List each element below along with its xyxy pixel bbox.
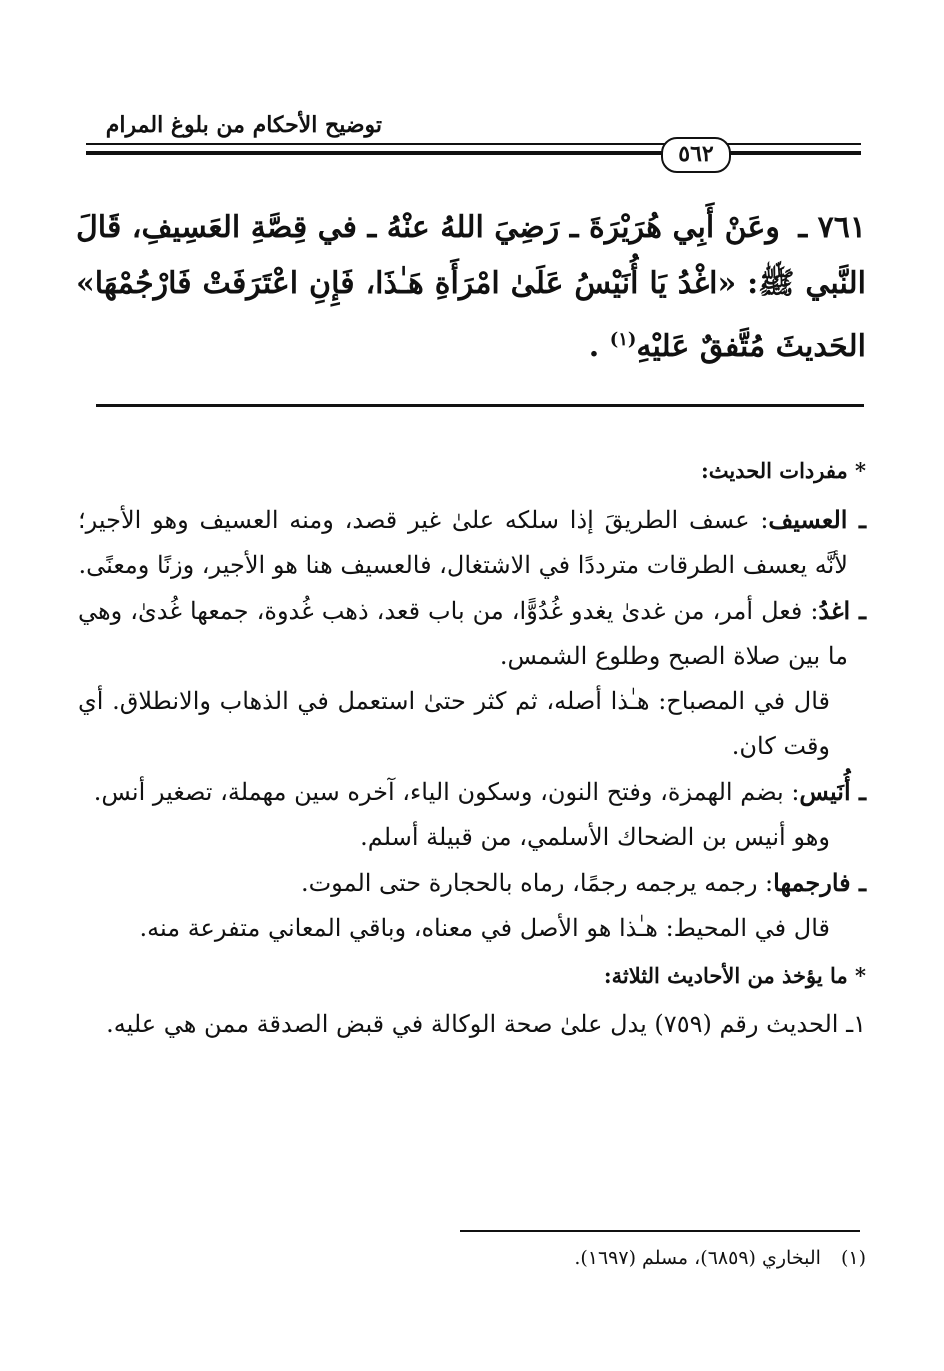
lesson-item: ١ـ الحديث رقم (٧٥٩) يدل علىٰ صحة الوكالة في قبض الصدقة ممن هي عليه. (106, 1010, 866, 1038)
header-rule-top (86, 143, 861, 145)
vocab-sep: : (802, 597, 819, 625)
footnote-mark: (١) (840, 1247, 866, 1269)
lessons-heading: * ما يؤخذ من الأحاديث الثلاثة: (603, 963, 866, 988)
vocab-definition: رجمه يرجمه رجمًا، رماه بالحجارة حتى الموت. (300, 869, 758, 897)
footnote-rule (460, 1230, 860, 1232)
commentary-block (78, 448, 866, 1047)
vocab-sep: : (749, 506, 769, 534)
vocab-item (78, 497, 866, 588)
vocab-item (78, 588, 866, 679)
header-rule-bottom (86, 151, 861, 155)
hadith-body: وعَنْ أَبِي هُرَيْرَةَ ـ رَضِيَ اللهُ عنْهُ ـ في قِصَّةِ العَسِيفِ، قَالَ النَّبي ﷺ: «اغْدُ يَا أُنَيْسُ عَلَىٰ امْرَأَةِ هَـٰذَا، فَإِنِ اعْتَرَفَتْ فَارْجُمْهَا» الحَديثَ مُتَّفقٌ عَليْهِ (76, 210, 866, 364)
vocab-heading: * مفردات الحديث: (700, 458, 866, 483)
vocab-term: ـ العسيف (768, 505, 866, 534)
vocab-sep: : (757, 869, 774, 897)
vocab-term: ـ فارجمها (773, 868, 866, 897)
vocab-note: وهو أنيس بن الضحاك الأسلمي، من قبيلة أسلم. (360, 823, 830, 851)
vocab-note: قال في المصباح: هـٰذا أصله، ثم كثر حتىٰ استعمل في الذهاب والانطلاق. أي وقت كان. (78, 687, 830, 760)
vocab-definition: بضم الهمزة، وفتح النون، وسكون الياء، آخره سين مهملة، تصغير أنس. (93, 778, 784, 806)
vocab-item (78, 860, 866, 906)
hadith-end: . (588, 329, 610, 364)
hadith-footnote-ref: (١) (609, 329, 637, 350)
hadith-text-block (76, 200, 866, 375)
section-divider (96, 404, 864, 407)
vocab-item (78, 769, 866, 815)
vocab-term: ـ اغدُ (818, 596, 866, 625)
running-header-title: توضيح الأحكام من بلوغ المرام (105, 112, 382, 138)
hadith-number: ٧٦١ ـ (798, 210, 867, 245)
vocab-note: قال في المحيط: هـٰذا هو الأصل في معناه، وباقي المعاني متفرعة منه. (139, 914, 830, 942)
footnote-text: البخاري (٦٨٥٩)، مسلم (١٦٩٧). (574, 1247, 821, 1269)
vocab-term: ـ أُنَيس (799, 777, 866, 806)
footnote (266, 1247, 866, 1269)
vocab-sep: : (783, 778, 800, 806)
page-number: ٥٦٢ (661, 137, 731, 173)
vocab-definition: فعل أمر، من غدىٰ يغدو غُدُوًّا، من باب قعد، ذهب غُدوة، جمعها غُدىٰ، وهي ما بين صلاة الصبح وطلوع الشمس. (78, 597, 848, 670)
vocab-definition: عسف الطريقَ إذا سلكه علىٰ غير قصد، ومنه العسيف وهو الأجير؛ لأنَّه يعسف الطرقات مترددًا في الاشتغال، فالعسيف هنا هو الأجير، وزنًا ومعنًى. (78, 506, 848, 579)
